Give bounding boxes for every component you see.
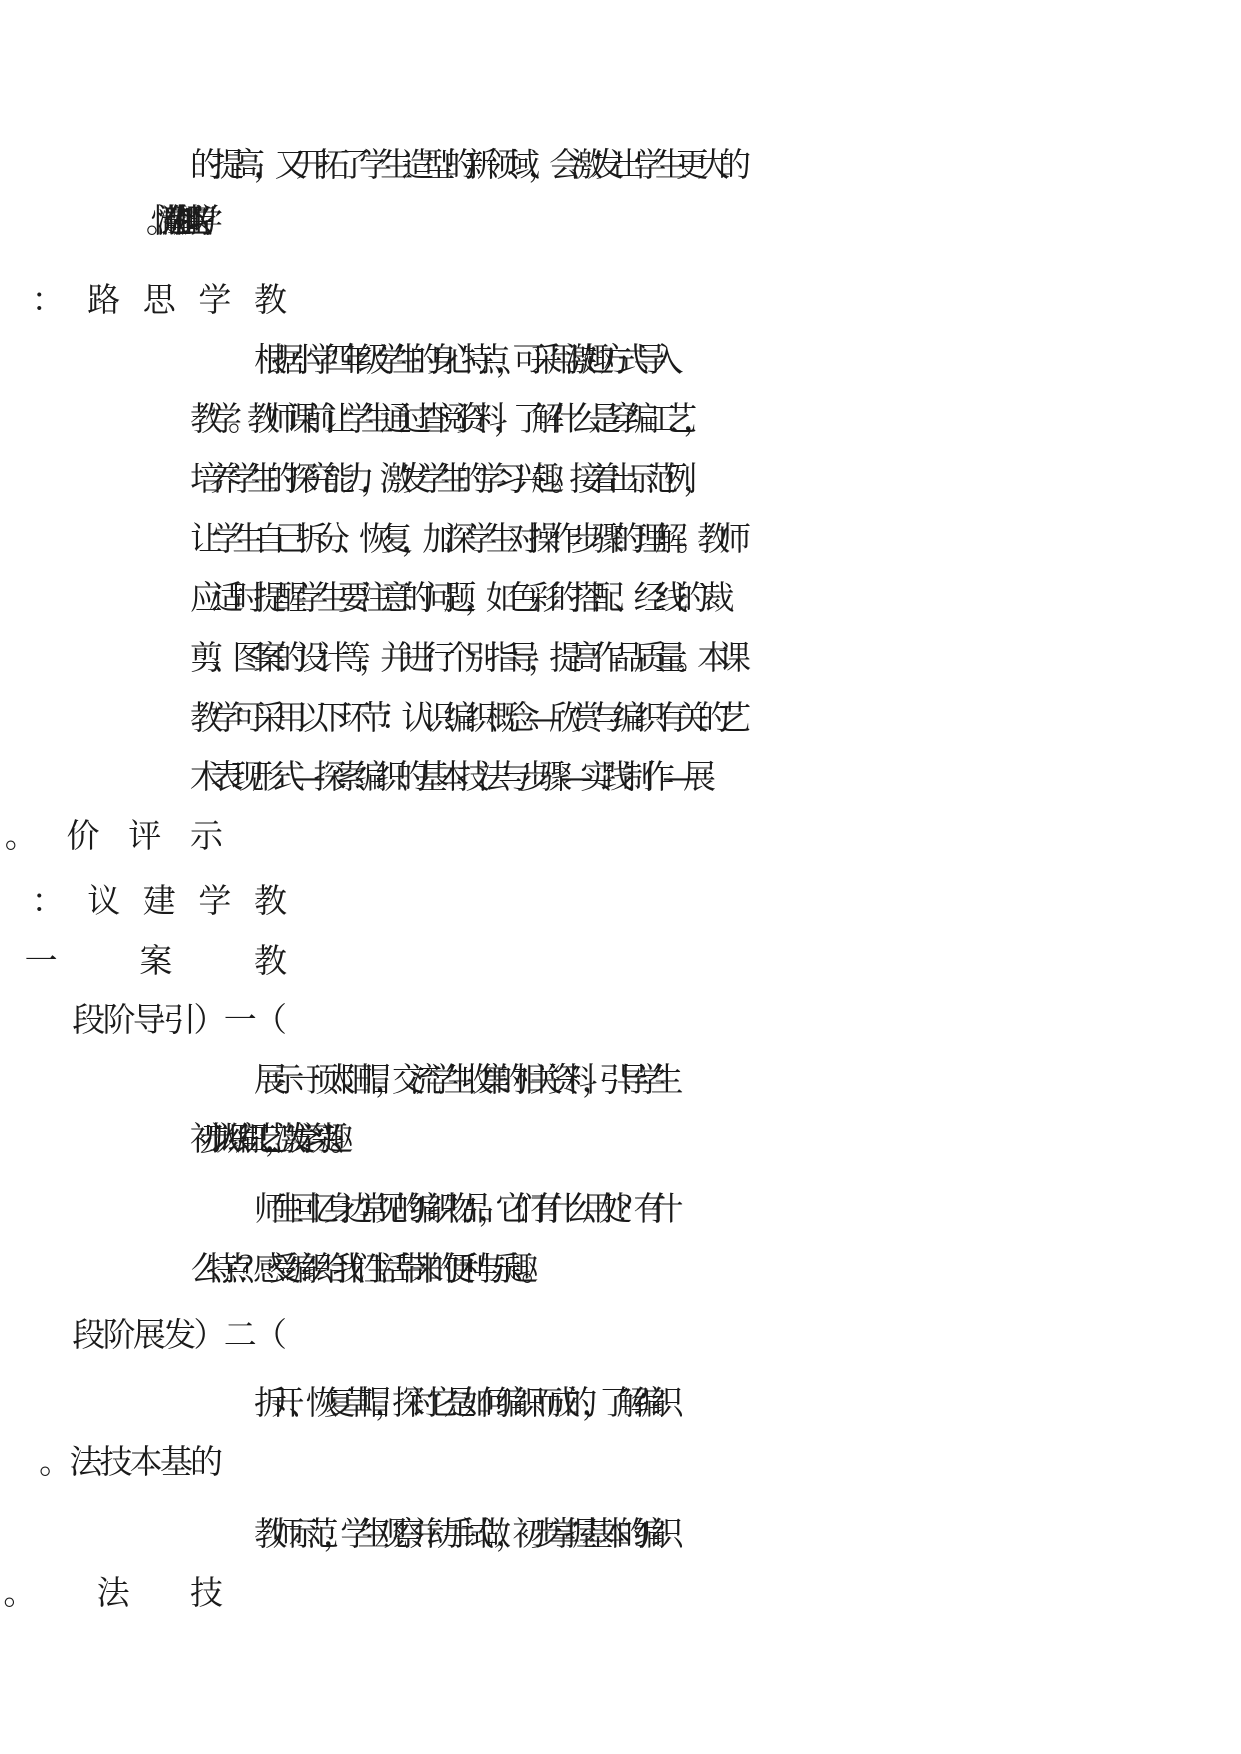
text-line bbox=[190, 1432, 1241, 1492]
text-line: 教师示范，学生观察并动手试做，初步掌握基本的编织 bbox=[254, 1514, 668, 1553]
text-line: 初步认识编织工艺，激发学习兴趣。 bbox=[190, 1119, 339, 1158]
text-line: 教学。教师课前让学生通过查阅资料，了解什么是穿编工艺， bbox=[190, 399, 703, 438]
section-heading bbox=[254, 871, 1241, 931]
text-line: 么特点？感受编织给我们生活带来的便利与乐趣。 bbox=[190, 1249, 538, 1288]
text-line: 剪、图案的设计等，并进行个别指导，提高作品质量。本课 bbox=[190, 638, 740, 677]
section-heading bbox=[254, 270, 1241, 330]
text-line bbox=[190, 1563, 1241, 1623]
text-line bbox=[190, 806, 1241, 866]
stage-heading bbox=[254, 990, 1241, 1050]
text-line: 应适时提醒学生要注意的问题，如色彩的搭配、经线的`裁 bbox=[190, 578, 723, 617]
lesson-plan-title bbox=[254, 931, 1241, 991]
text-line bbox=[190, 191, 1241, 251]
text-line: 展示一顶太阳帽，交流学生收集的相关资料，引导学生 bbox=[254, 1060, 668, 1099]
text-line: 根据小学四年级学生的身心特点，可采用激趣方式导入 bbox=[254, 340, 668, 379]
text-line: 培养学生的探究能力，激发学生的学习兴趣。接着出示范例， bbox=[190, 459, 703, 498]
text-line: 的提高，又开拓了学生造型的新领域，会激发出学生更大的 bbox=[190, 145, 740, 184]
text-line: 教学可采用以下环节：认识编织概念—欣赏与编织有关的艺 bbox=[190, 698, 740, 737]
text-line: 让学生自己拆分、恢复，加深学生对操作步骤的理解。教师 bbox=[190, 519, 740, 558]
text-line: 术表现形式—探索编织的基本技法与步骤—实践制作—展 bbox=[190, 757, 704, 796]
text-line: 师生回忆身边常见的编织物品，它们有什么用处？有什 bbox=[254, 1189, 668, 1228]
stage-heading bbox=[254, 1305, 1241, 1365]
text-line: 拆开、恢复草帽，探讨它是如何编织而成的，了解编织 bbox=[254, 1383, 668, 1422]
